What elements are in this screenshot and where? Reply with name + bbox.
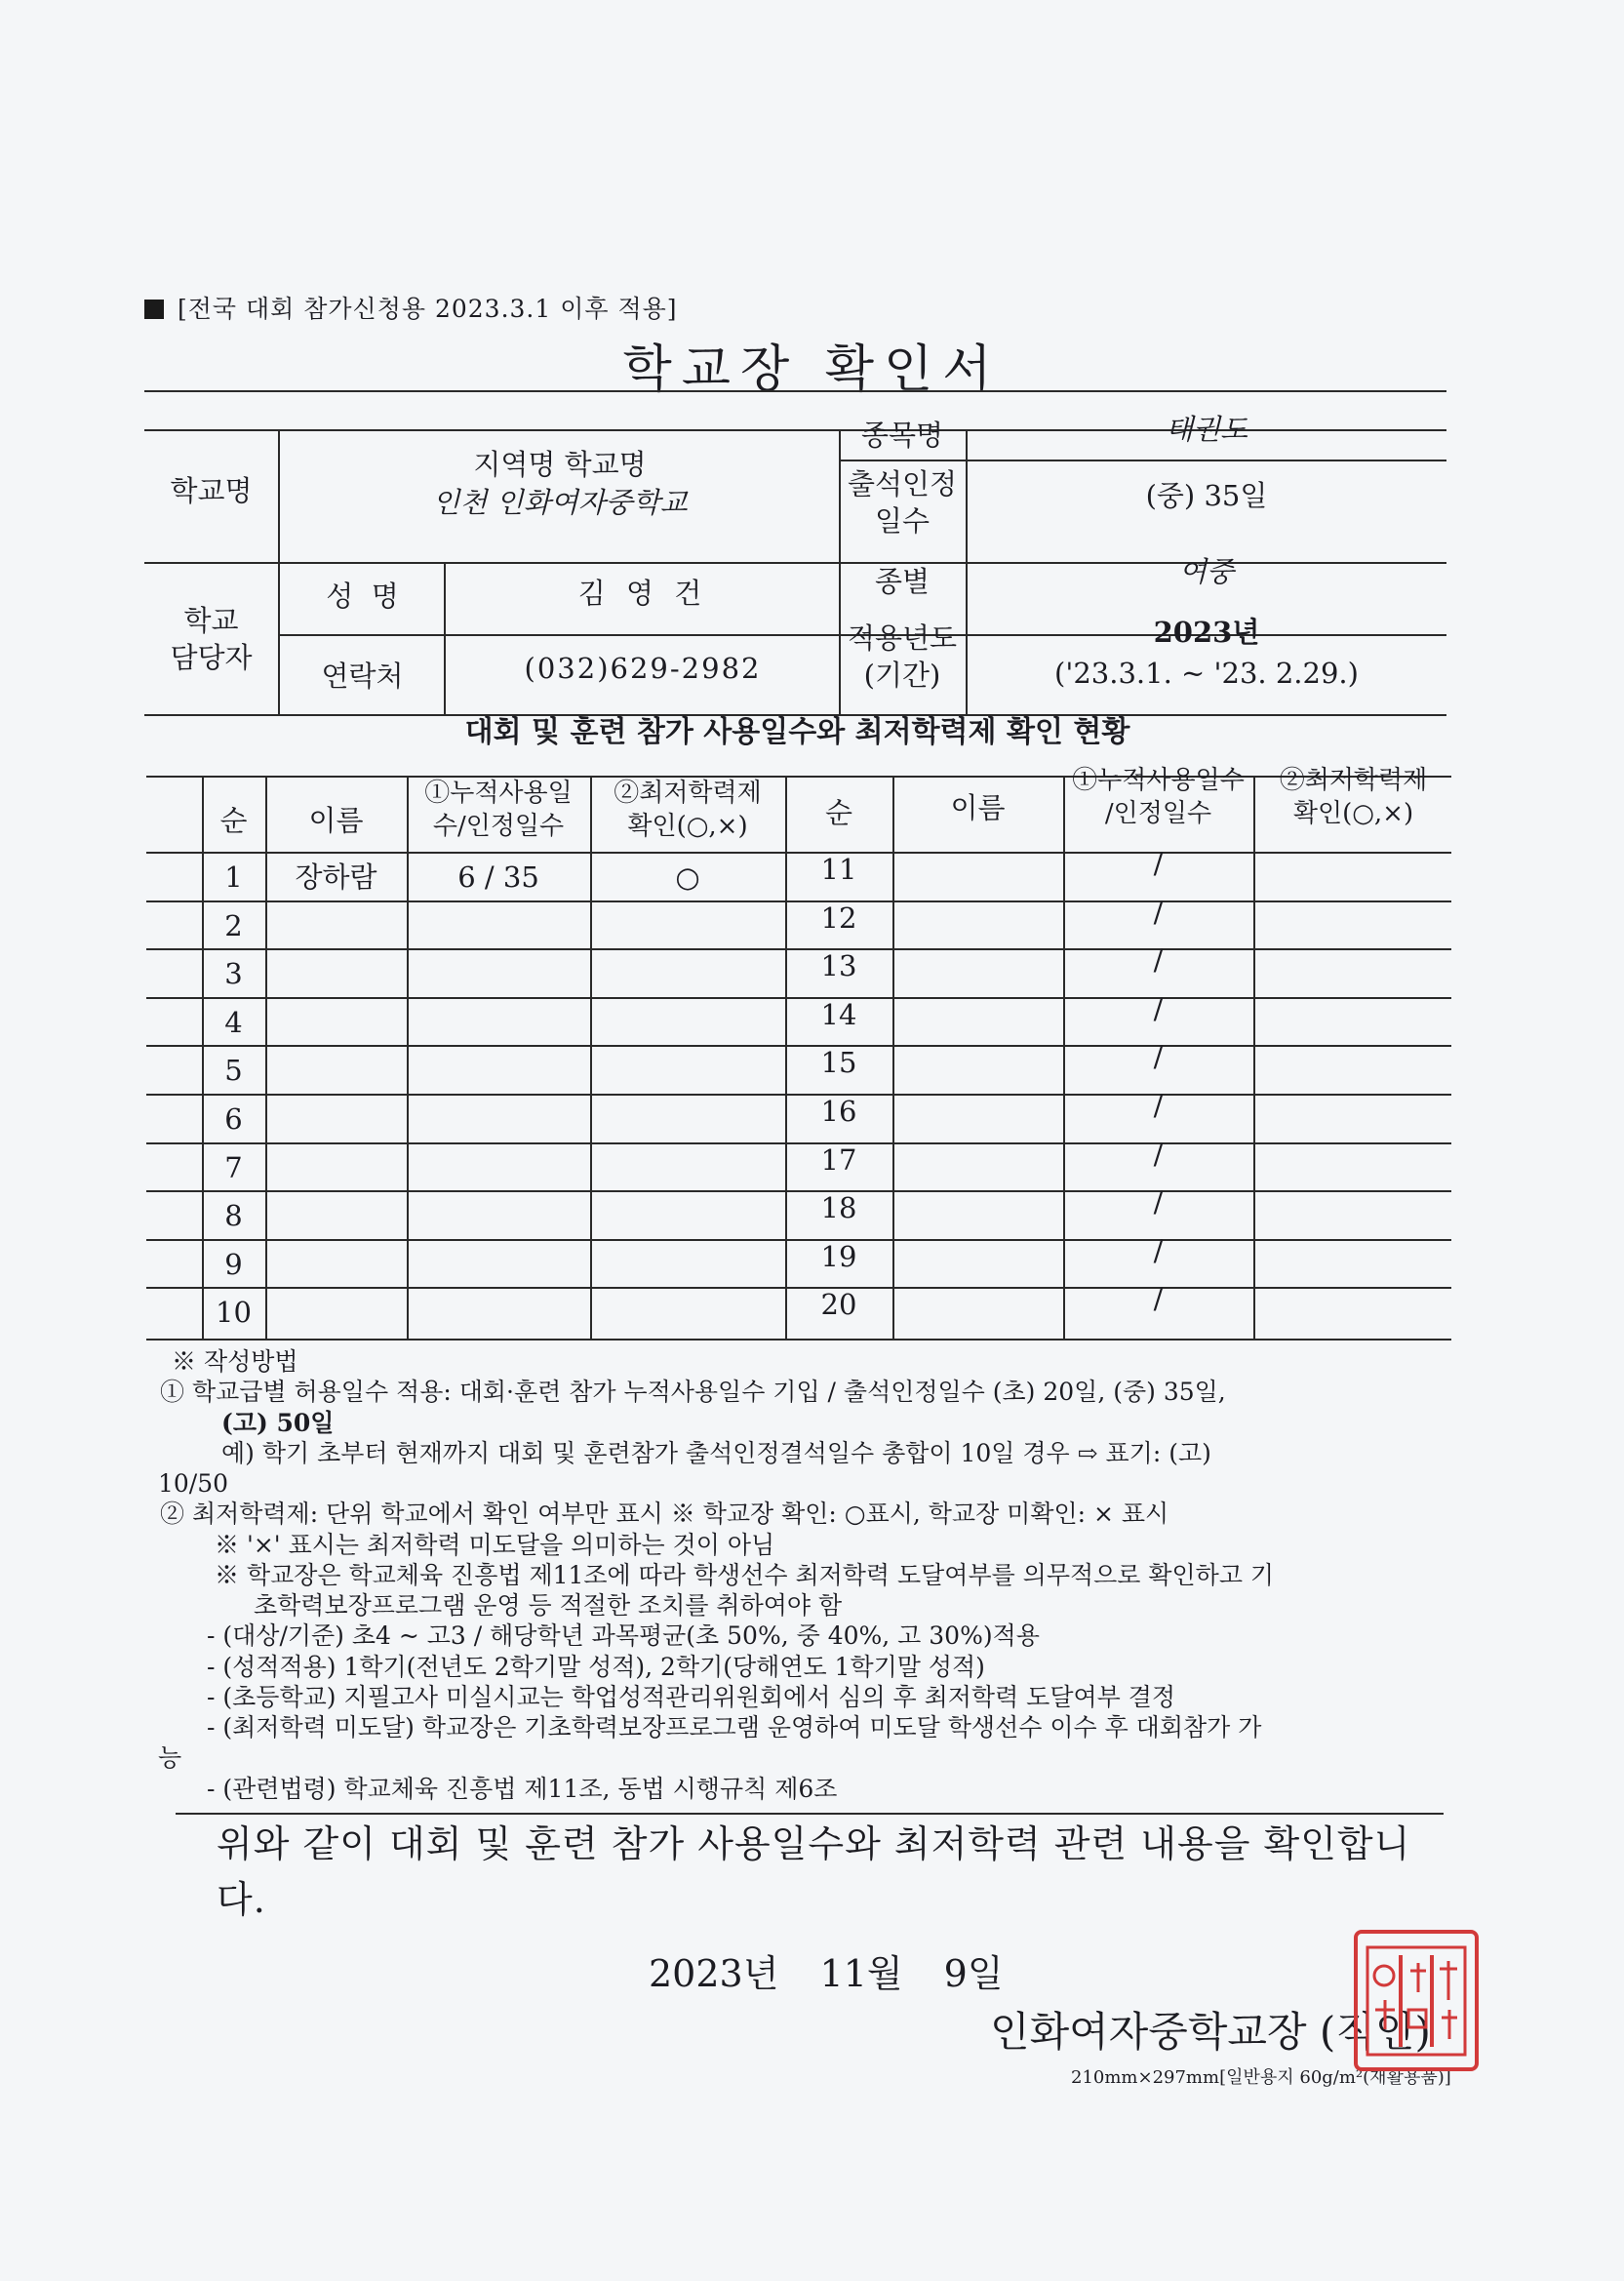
note-line-9: - (대상/기준) 초4 ~ 고3 / 해당학년 과목평균(초 50%, 중 40%, 고 30%)적용 (207, 1621, 1040, 1651)
contact-label: 연락처 (321, 660, 404, 693)
right-header-no: 순 (824, 796, 852, 829)
days-used: / (1153, 1185, 1164, 1219)
notes-heading: ※ 작성방법 (172, 1347, 298, 1376)
left-header-days: ①누적사용일 수/인정일수 (424, 779, 573, 841)
right-header-days: ①누적사용일수 /인정일수 (1072, 766, 1245, 828)
note-line-6: ※ '×' 표시는 최저학력 미도달을 의미하는 것이 아님 (215, 1530, 775, 1559)
date-year: 2023년 (649, 1952, 779, 1995)
contact-value: (032)629-2982 (524, 652, 762, 685)
row-number: 16 (820, 1095, 857, 1128)
attendance-label: 출석인정 일수 (847, 467, 958, 538)
note-line-10: - (성적적용) 1학기(전년도 2학기말 성적), 2학기(당해연도 1학기말 성적) (207, 1652, 985, 1681)
year-label: 적용년도 (기간) (847, 621, 958, 692)
sport-label: 종목명 (860, 419, 944, 452)
row-number: 15 (820, 1046, 857, 1079)
school-label: 학교명 (170, 474, 253, 507)
row-number: 1 (224, 860, 243, 894)
left-header-no: 순 (219, 804, 248, 837)
principal-signature: 인화여자중학교장 (직인) (990, 2008, 1431, 2056)
note-line-13: 능 (158, 1743, 182, 1773)
row-number: 13 (820, 949, 857, 982)
row-number: 5 (224, 1054, 243, 1087)
issue-date (649, 1943, 1004, 1997)
school-name: 인천 인화여자중학교 (432, 486, 688, 519)
date-month: 11월 (819, 1952, 903, 1995)
row-number: 14 (820, 998, 857, 1031)
notes-section (158, 1346, 1475, 1804)
manager-label: 학교 담당자 (170, 604, 253, 674)
right-header-name: 이름 (950, 791, 1006, 824)
days-used: 6 / 35 (457, 860, 539, 894)
row-number: 7 (224, 1151, 243, 1184)
min-grade-check: ○ (675, 860, 700, 894)
seal-glyphs (1362, 1941, 1471, 2061)
note-line-2: (고) 50일 (221, 1408, 335, 1437)
confirm-line-2: 다. (217, 1878, 266, 1921)
note-line-8: 초학력보장프로그램 운영 등 적절한 조치를 취하여야 함 (254, 1591, 843, 1620)
days-used: / (1153, 1089, 1164, 1122)
note-line-11: - (초등학교) 지필고사 미실시교는 학업성적관리위원회에서 심의 후 최저학력 도달여부 결정 (207, 1682, 1176, 1711)
note-line-7: ※ 학교장은 학교체육 진흥법 제11조에 따라 학생선수 최저학력 도달여부를 의무적으로 확인하고 기 (215, 1560, 1275, 1589)
official-seal (1354, 1930, 1479, 2071)
note-line-5: ② 최저학력제: 단위 학교에서 확인 여부만 표시 ※ 학교장 확인: ○표시, 학교장 미확인: × 표시 (160, 1500, 1169, 1529)
days-used: / (1153, 1138, 1164, 1171)
row-number: 10 (216, 1296, 252, 1329)
note-line-14: - (관련법령) 학교체육 진흥법 제11조, 동법 시행규칙 제6조 (207, 1774, 838, 1803)
manager-name: 김 영 건 (577, 577, 708, 610)
sport-value: 태권도 (1165, 413, 1248, 446)
row-number: 17 (820, 1143, 857, 1177)
days-used: / (1153, 943, 1164, 977)
note-line-3: 예) 학기 초부터 현재까지 대회 및 훈련참가 출석인정결석일수 총합이 10일 경우 ⇨ 표기: (고) (221, 1438, 1211, 1467)
school-sub-label: 지역명 학교명 (473, 448, 647, 481)
confirm-statement (217, 1817, 1410, 1928)
row-number: 8 (224, 1199, 243, 1232)
row-number: 4 (224, 1006, 243, 1039)
days-used: / (1153, 896, 1164, 929)
name-label: 성 명 (326, 580, 399, 613)
note-line-4: 10/50 (158, 1469, 229, 1498)
left-header-name: 이름 (308, 804, 364, 837)
category-value: 여중 (1178, 555, 1235, 588)
black-square-icon (144, 300, 164, 319)
attendance-value: (중) 35일 (1145, 479, 1268, 512)
row-number: 6 (224, 1102, 243, 1136)
row-number: 18 (820, 1191, 857, 1224)
category-label: 종별 (874, 565, 931, 598)
right-header-check: ②최저학력제 확인(○,×) (1279, 766, 1428, 828)
note-line-1: ① 학교급별 허용일수 적용: 대회·훈련 참가 누적사용일수 기입 / 출석인정일수 (초) 20일, (중) 35일, (160, 1378, 1226, 1407)
section-title: 대회 및 훈련 참가 사용일수와 최저학력제 확인 현황 (464, 715, 1130, 749)
date-day: 9일 (943, 1952, 1004, 1995)
row-number: 3 (224, 957, 243, 990)
row-number: 9 (224, 1248, 243, 1281)
row-number: 20 (820, 1288, 857, 1321)
days-used: / (1153, 1234, 1164, 1267)
days-used: / (1153, 1282, 1164, 1315)
form-tag (144, 290, 678, 325)
document-title: 학교장 확인서 (622, 340, 1002, 399)
row-number: 19 (820, 1240, 857, 1273)
days-used: / (1153, 1040, 1164, 1073)
days-used: / (1153, 992, 1164, 1025)
row-number: 2 (224, 909, 243, 942)
paper-spec: 210mm×297mm[일반용지 60g/m²(재활용품)] (1071, 2067, 1451, 2088)
year-period: ('23.3.1. ~ '23. 2.29.) (1054, 657, 1359, 690)
row-number: 12 (820, 901, 857, 935)
days-used: / (1153, 847, 1164, 880)
confirm-line-1: 위와 같이 대회 및 훈련 참가 사용일수와 최저학력 관련 내용을 확인합니 (217, 1822, 1411, 1865)
left-header-check: ②최저학력제 확인(○,×) (614, 779, 762, 841)
student-name: 장하람 (295, 860, 377, 894)
row-number: 11 (820, 853, 857, 886)
form-tag-text: [전국 대회 참가신청용 2023.3.1 이후 적용] (178, 295, 678, 323)
note-line-12: - (최저학력 미도달) 학교장은 기초학력보장프로그램 운영하여 미도달 학생선수 이수 후 대회참가 가 (207, 1713, 1262, 1741)
year-value: 2023년 (1153, 616, 1260, 649)
